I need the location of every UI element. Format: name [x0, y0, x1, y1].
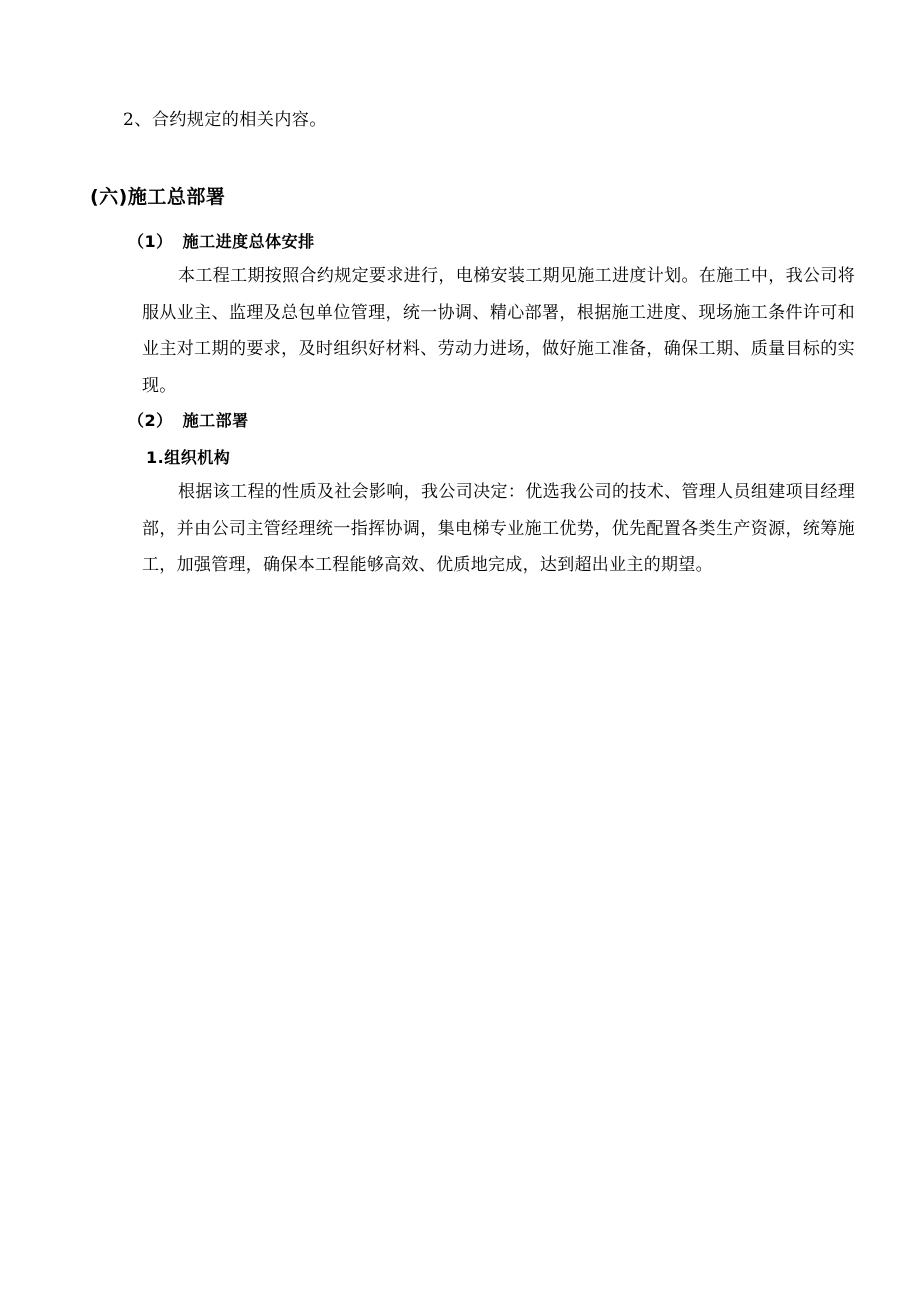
subheading-2 [128, 410, 249, 432]
paragraph-schedule: 本工程工期按照合约规定要求进行，电梯安装工期见施工进度计划。在施工中，我公司将服从业主、监理及总包单位管理，统一协调、精心部署，根据施工进度、现场施工条件许可和业主对工期的要求，及时组织好材料、劳动力进场，做好施工准备，确保工期、质量目标的实现。 [142, 266, 855, 396]
paragraph-organization: 根据该工程的性质及社会影响，我公司决定：优选我公司的技术、管理人员组建项目经理部，并由公司主管经理统一指挥协调，集电梯专业施工优势，优先配置各类生产资源，统筹施工，加强管理，确保本工程能够高效、优质地完成，达到超出业主的期望。 [142, 482, 855, 575]
subheading-2-title: 施工部署 [182, 411, 249, 430]
section-heading-6: (六)施工总部署 [90, 186, 226, 208]
subheading-1 [128, 231, 315, 253]
item-heading-organization: 1.组织机构 [146, 448, 231, 467]
subheading-1-number: （1） [128, 232, 173, 251]
list-item-2: 2、合约规定的相关内容。 [123, 110, 327, 130]
subheading-2-number: （2） [128, 411, 173, 430]
subheading-1-title: 施工进度总体安排 [182, 232, 315, 251]
